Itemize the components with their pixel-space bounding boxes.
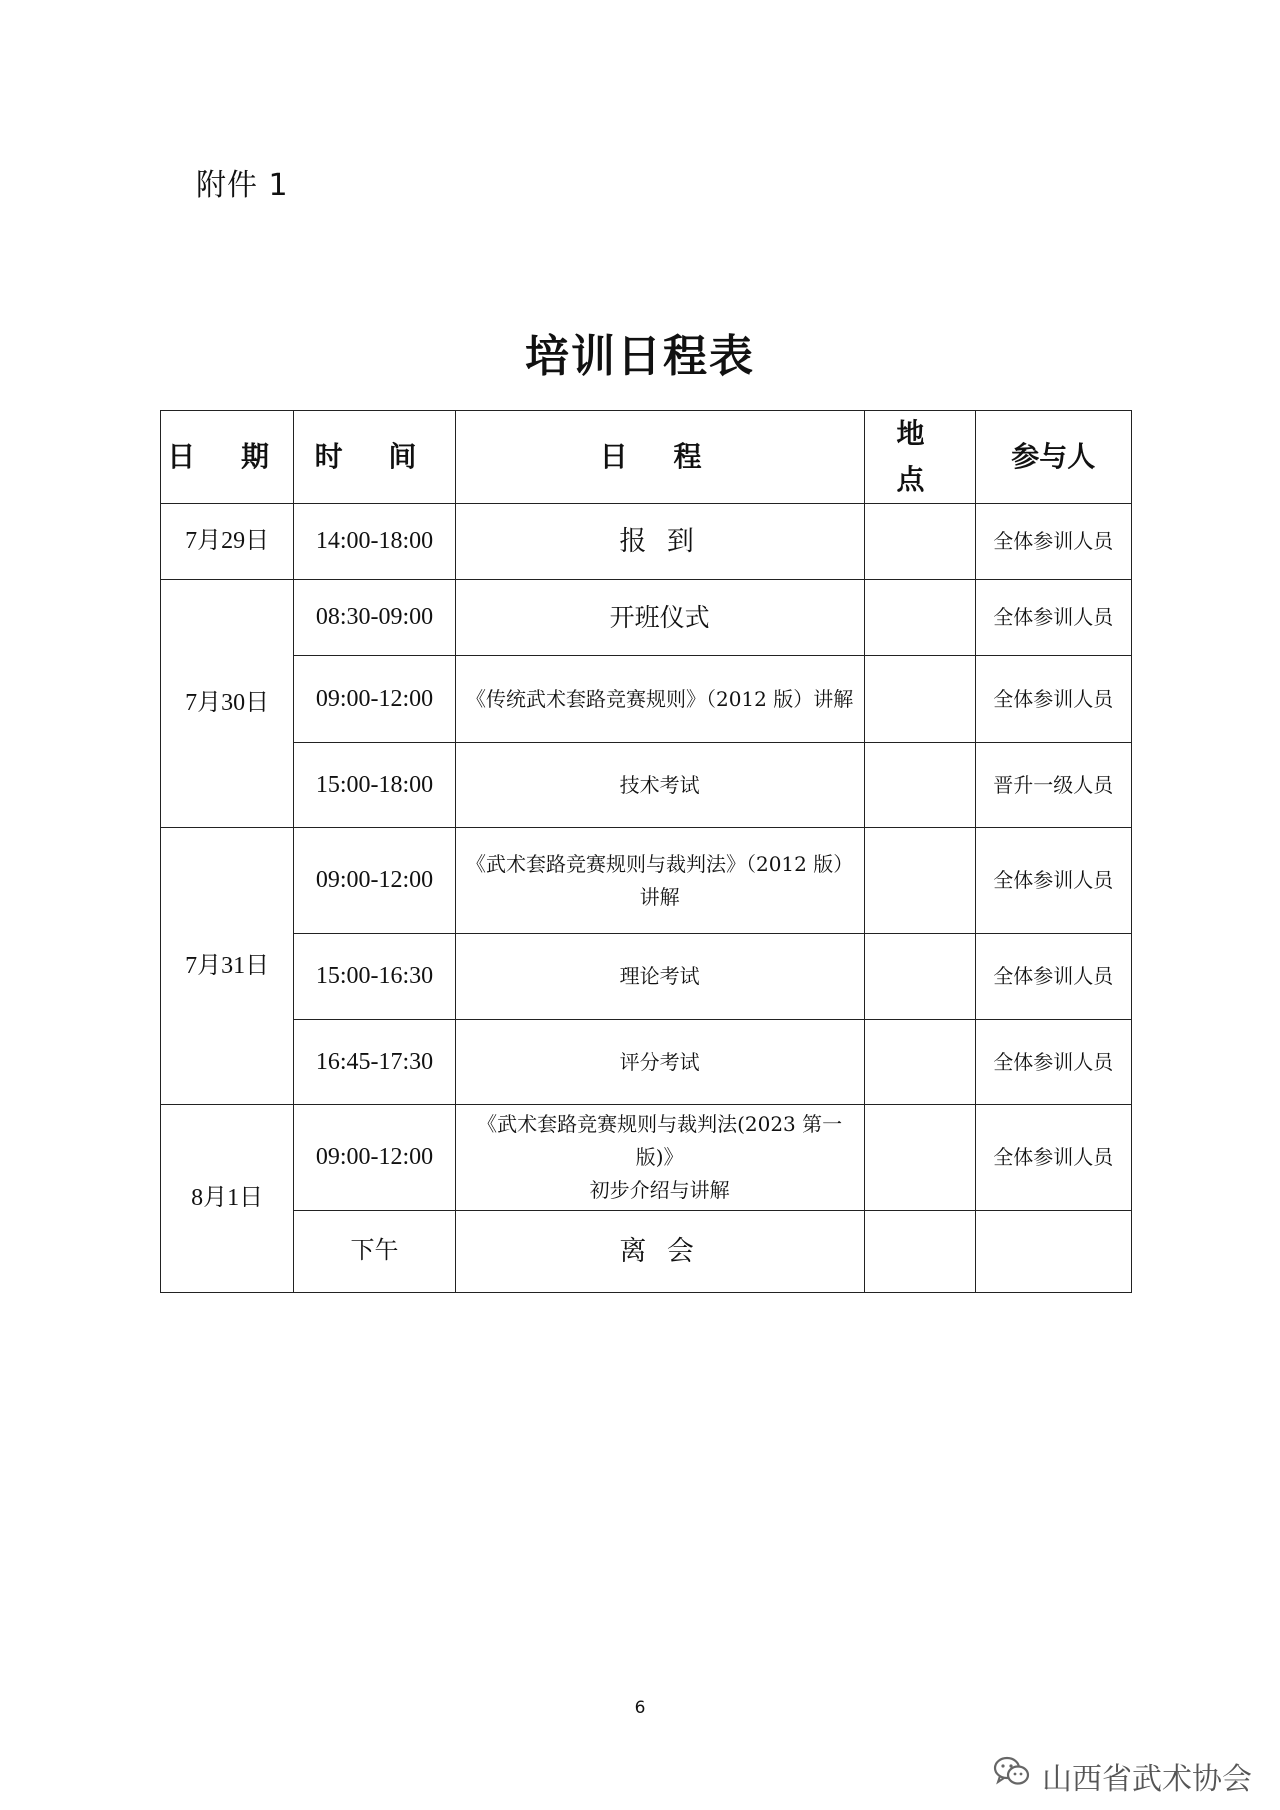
table-row	[161, 1105, 1132, 1211]
time-cell: 14:00-18:00	[294, 504, 455, 580]
page-title: 培训日程表	[525, 331, 755, 382]
header-program: 日 程	[455, 411, 864, 504]
participants-cell: 全体参训人员	[975, 656, 1131, 743]
date-cell: 7月30日	[161, 580, 294, 828]
watermark	[992, 1754, 1252, 1798]
program-cell: 评分考试	[455, 1020, 864, 1105]
participants-cell: 全体参训人员	[975, 1105, 1131, 1211]
time-cell: 15:00-16:30	[294, 934, 455, 1020]
program-line: 《武术套路竞赛规则与裁判法》（2012 版）	[465, 851, 854, 876]
program-cell: 《传统武术套路竞赛规则》（2012 版）讲解	[455, 656, 864, 743]
program-cell: 离 会	[455, 1211, 864, 1293]
participants-cell: 全体参训人员	[975, 934, 1131, 1020]
date-cell: 7月29日	[161, 504, 294, 580]
location-cell	[864, 743, 975, 828]
participants-cell: 全体参训人员	[975, 580, 1131, 656]
table-row	[161, 934, 1132, 1020]
time-cell: 09:00-12:00	[294, 1105, 455, 1211]
program-cell: 开班仪式	[455, 580, 864, 656]
date-cell: 8月1日	[161, 1105, 294, 1293]
location-cell	[864, 828, 975, 934]
table-row	[161, 1020, 1132, 1105]
table-row	[161, 656, 1132, 743]
participants-cell	[975, 1211, 1131, 1293]
participants-cell: 晋升一级人员	[975, 743, 1131, 828]
program-line: 初步介绍与讲解	[589, 1178, 730, 1203]
time-cell: 09:00-12:00	[294, 828, 455, 934]
location-cell	[864, 1020, 975, 1105]
participants-cell: 全体参训人员	[975, 828, 1131, 934]
table-row	[161, 1211, 1132, 1293]
program-cell	[455, 828, 864, 934]
program-cell: 报 到	[455, 504, 864, 580]
program-cell: 技术考试	[455, 743, 864, 828]
attachment-label: 附件 1	[196, 168, 289, 203]
header-location: 地 点	[864, 411, 975, 504]
wechat-icon	[992, 1755, 1032, 1797]
time-cell: 08:30-09:00	[294, 580, 455, 656]
location-cell	[864, 504, 975, 580]
location-cell	[864, 934, 975, 1020]
participants-cell: 全体参训人员	[975, 1020, 1131, 1105]
header-time: 时 间	[294, 411, 455, 504]
time-cell: 16:45-17:30	[294, 1020, 455, 1105]
page-number: 6	[634, 1698, 646, 1718]
program-cell: 理论考试	[455, 934, 864, 1020]
time-cell: 下午	[294, 1211, 455, 1293]
location-cell	[864, 656, 975, 743]
header-date: 日 期	[161, 411, 294, 504]
table-row	[161, 828, 1132, 934]
participants-cell: 全体参训人员	[975, 504, 1131, 580]
table-row	[161, 580, 1132, 656]
time-cell: 15:00-18:00	[294, 743, 455, 828]
location-cell	[864, 1105, 975, 1211]
time-cell: 09:00-12:00	[294, 656, 455, 743]
table-row	[161, 743, 1132, 828]
header-participants: 参与人	[975, 411, 1131, 504]
program-line: 讲解	[639, 884, 680, 909]
watermark-text: 山西省武术协会	[1042, 1762, 1252, 1797]
table-header-row	[161, 411, 1132, 504]
schedule-table	[160, 410, 1132, 1293]
program-line: 《武术套路竞赛规则与裁判法(2023 第一版)》	[477, 1112, 843, 1170]
location-cell	[864, 1211, 975, 1293]
location-cell	[864, 580, 975, 656]
table-row	[161, 504, 1132, 580]
date-cell: 7月31日	[161, 828, 294, 1105]
program-cell	[455, 1105, 864, 1211]
